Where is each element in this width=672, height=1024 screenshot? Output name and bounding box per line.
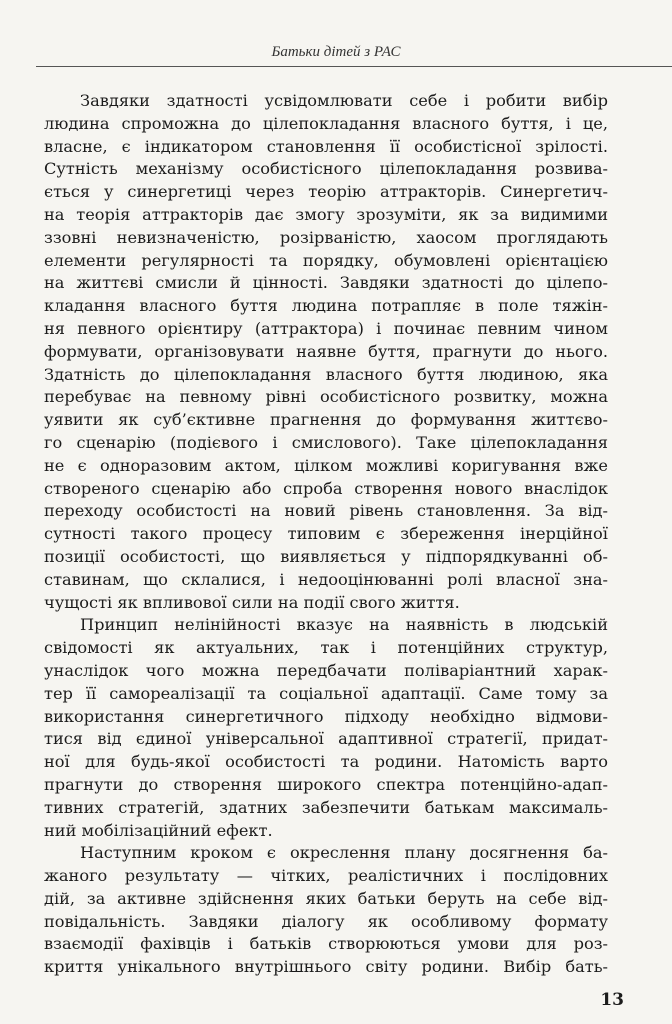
text-line: чущості як впливової сили на події свого життя. bbox=[44, 592, 460, 612]
text-line: ззовні невизначеністю, розірваністю, хаосом проглядають bbox=[44, 227, 608, 247]
text-line: перебуває на певному рівні особистісного розвитку, можна bbox=[44, 387, 608, 407]
paragraph-3 bbox=[44, 842, 608, 979]
text-line: на теорія аттракторів дає змогу зрозуміти, як за видимими bbox=[44, 204, 608, 224]
text-line: дій, за активне здійснення яких батьки беруть на себе від- bbox=[44, 888, 608, 908]
text-line: Завдяки здатності усвідомлювати себе і робити вибір bbox=[80, 91, 608, 110]
text-line: унаслідок чого можна передбачати поліваріантний харак- bbox=[44, 660, 608, 680]
page-number: 13 bbox=[600, 990, 624, 1010]
text-line: Наступним кроком є окреслення плану досягнення ба- bbox=[80, 843, 608, 863]
text-line: ставинам, що склалися, і недооцінюванні ролі власної зна- bbox=[44, 569, 608, 589]
running-header: Батьки дітей з РАС bbox=[271, 44, 401, 60]
text-line: переходу особистості на новий рівень становлення. За від- bbox=[44, 501, 608, 521]
text-line: формувати, організовувати наявне буття, прагнути до нього. bbox=[44, 341, 608, 361]
header-rule bbox=[36, 66, 672, 67]
text-line: сутності такого процесу типовим є збереження інерційної bbox=[44, 524, 608, 544]
body-text bbox=[44, 90, 608, 979]
text-line: прагнути до створення широкого спектра потенційно-адап- bbox=[44, 774, 608, 794]
text-line: використання синергетичного підходу необхідно відмови- bbox=[44, 706, 608, 726]
text-line: елементи регулярності та порядку, обумовлені орієнтацією bbox=[44, 250, 608, 270]
paragraph-1 bbox=[44, 90, 608, 614]
text-line: тися від єдиної універсальної адаптивної стратегії, придат- bbox=[44, 729, 608, 749]
text-line: власне, є індикатором становлення її особистісної зрілості. bbox=[44, 136, 608, 156]
text-line: тер її самореалізації та соціальної адаптації. Саме тому за bbox=[44, 683, 608, 703]
text-line: кладання власного буття людина потрапляє в поле тяжін- bbox=[44, 296, 608, 316]
text-line: ня певного орієнтиру (аттрактора) і починає певним чином bbox=[44, 318, 608, 338]
text-line: повідальність. Завдяки діалогу як особливому формату bbox=[44, 911, 608, 931]
text-line: створеного сценарію або спроба створення нового внаслідок bbox=[44, 478, 608, 498]
text-line: Сутність механізму особистісного цілепокладання розвива- bbox=[44, 159, 608, 179]
text-line: позиції особистості, що виявляється у підпорядкуванні об- bbox=[44, 546, 608, 566]
text-line: людина спроможна до цілепокладання власного буття, і це, bbox=[44, 113, 608, 133]
paragraph-2 bbox=[44, 614, 608, 842]
text-line: Здатність до цілепокладання власного буття людиною, яка bbox=[44, 364, 608, 384]
text-line: тивних стратегій, здатних забезпечити батькам максималь- bbox=[44, 797, 608, 817]
text-line: ється у синергетиці через теорію аттракторів. Синергетич- bbox=[44, 182, 608, 202]
text-line: го сценарію (подієвого і смислового). Таке цілепокладання bbox=[44, 432, 608, 452]
text-line: ної для будь-якої особистості та родини. Натомість варто bbox=[44, 752, 608, 772]
text-line: жаного результату — чітких, реалістичних і послідовних bbox=[44, 866, 608, 886]
text-line: Принцип нелінійності вказує на наявність в людській bbox=[80, 615, 608, 635]
text-line: взаємодії фахівців і батьків створюються умови для роз- bbox=[44, 934, 608, 954]
text-line: уявити як суб’єктивне прагнення до формування життєво- bbox=[44, 410, 608, 430]
text-line: не є одноразовим актом, цілком можливі коригування вже bbox=[44, 455, 608, 475]
text-line: на життєві смисли й цінності. Завдяки здатності до цілепо- bbox=[44, 273, 608, 293]
text-line: криття унікального внутрішнього світу родини. Вибір бать- bbox=[44, 957, 608, 977]
text-line: ний мобілізаційний ефект. bbox=[44, 820, 273, 840]
text-line: свідомості як актуальних, так і потенційних структур, bbox=[44, 638, 608, 658]
